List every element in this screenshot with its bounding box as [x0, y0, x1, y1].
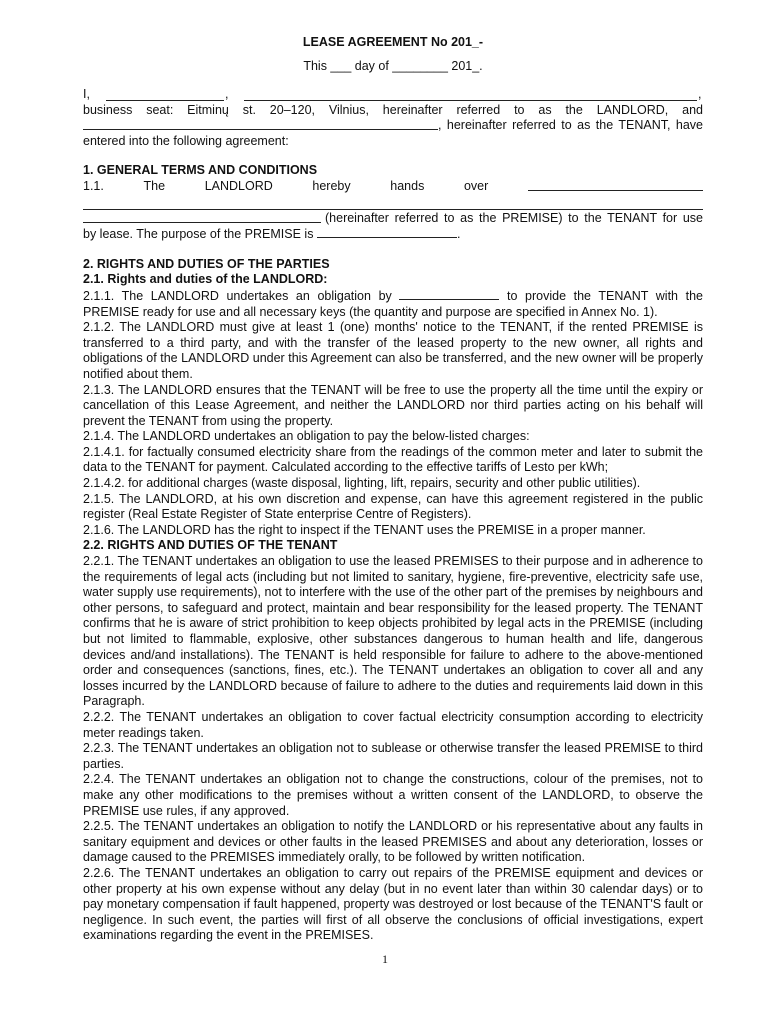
i-label: I, — [83, 87, 90, 101]
section-2-1-heading: 2.1. Rights and duties of the LANDLORD: — [83, 272, 328, 287]
clause-2-2-1: 2.2.1. The TENANT undertakes an obligation to use the leased PREMISES to their purpose and in adherence to the requirements of legal acts (including but not limited to sanitary, hygiene, fire-preventive, electricity safe use, water supply use requirements), not to interfere with the use of the other part of the premises by neighbours and other persons, to safeguard and protect, maintain and bear responsibility for the leased property. The TENANT confirms that he is aware of strict prohibition to keep objects prohibited by legal acts in the PREMISE (including but not limited to flammable, explosive, other substances dangerous to human health and life, dangerous devices and/and installations). The TENANT is held responsible for failure to adhere to the above-mentioned order and consequences (sanctions, fines, etc.). The TENANT undertakes an obligation to cover all and any losses incurred by the LANDLORD because of failure to adhere to the duties and requirements laid down in this Paragraph. — [83, 554, 703, 709]
clause-2-2-2: 2.2.2. The TENANT undertakes an obligation to cover factual electricity consumption according to electricity meter readings taken. — [83, 709, 703, 740]
tenant-name-blank[interactable] — [83, 118, 438, 130]
section-1-heading: 1. GENERAL TERMS AND CONDITIONS — [83, 163, 318, 178]
purpose-text: by lease. The purpose of the PREMISE is — [83, 227, 314, 242]
clause-2-1-2: 2.1.2. The LANDLORD must give at least 1 (one) months' notice to the TENANT, if the rented PREMISE is transferred to a third party, and with the transfer of the leased property to the new owner, all rights and obligations of the LANDLORD under this Agreement can also be transferred, and the new owner will be properly notified about them. — [83, 320, 703, 381]
clause-2-1-1-b: to provide the TENANT with the PREMISE ready for use and all necessary keys (the quantity and purpose are specified in Annex No. 1). — [83, 288, 703, 319]
document-page — [83, 30, 703, 944]
date-line: This ___ day of ________ 201_. — [303, 59, 483, 73]
landlord-name-blank[interactable] — [106, 89, 224, 101]
word-the: The — [143, 178, 166, 193]
clause-2-1-1-a: 2.1.1. The LANDLORD undertakes an obligation by — [83, 288, 392, 303]
section-2-heading: 2. RIGHTS AND DUTIES OF THE PARTIES — [83, 256, 330, 271]
word-hereby: hereby — [312, 178, 351, 193]
premise-blank-1[interactable] — [528, 179, 703, 191]
word-landlord: LANDLORD — [204, 178, 273, 193]
clause-2-1-6: 2.1.6. The LANDLORD has the right to inspect if the TENANT uses the PREMISE in a proper manner. — [83, 522, 646, 537]
tenant-line — [83, 118, 703, 134]
premise-blank-2[interactable] — [83, 197, 703, 210]
premise-cont-line — [83, 211, 703, 227]
word-over: over — [463, 178, 489, 193]
premise-cont-text: (hereinafter referred to as the PREMISE) to the TENANT for use — [325, 210, 703, 225]
purpose-end: . — [456, 227, 461, 242]
premise-blank-3[interactable] — [83, 211, 321, 223]
date-blank[interactable] — [399, 288, 499, 300]
clause-2-2-4: 2.2.4. The TENANT undertakes an obligation not to change the constructions, colour of the premises, not to make any other modifications to the premises without a written consent of the LANDLORD, to observe the PREMISE use rules, if any approved. — [83, 772, 703, 818]
clause-1-1-num: 1.1. — [83, 178, 104, 193]
clause-2-1-5: 2.1.5. The LANDLORD, at his own discretion and expense, can have this agreement registered in the public register (Real Estate Register of State enterprise Centre of Registers). — [83, 491, 703, 522]
clause-2-1-3: 2.1.3. The LANDLORD ensures that the TENANT will be free to use the property all the time until the expiry or cancellation of this Lease Agreement, and neither the LANDLORD nor third parties acting on his behalf will prevent the TENANT from using the property. — [83, 382, 703, 428]
entered-line: entered into the following agreement: — [83, 133, 289, 148]
purpose-blank[interactable] — [317, 226, 457, 238]
page-number: 1 — [382, 952, 388, 966]
clause-2-2-3: 2.2.3. The TENANT undertakes an obligation not to sublease or otherwise transfer the leased PREMISE to third parties. — [83, 741, 703, 771]
clause-2-1-4-1: 2.1.4.1. for factually consumed electricity share from the readings of the common meter and later to submit the data to the TENANT for payment. Calculated according to the effective tariffs of Lesto per kWh; — [83, 444, 703, 475]
party-line-1 — [83, 87, 703, 103]
document-title: LEASE AGREEMENT No 201_- — [302, 35, 484, 49]
clause-2-2-6: 2.2.6. The TENANT undertakes an obligation to carry out repairs of the PREMISE equipment and devices or other property at his own expense without any delay (but in no event later than within 30 calendar days) or to pay monetary compensation if fault happened, property was destroyed or lost because of the TENANT'S fault or negligence. In such event, the parties will first of all observe the conclusions of official investigations, expert examinations regarding the event in the PREMISES. — [83, 865, 703, 943]
clause-2-1-4-2: 2.1.4.2. for additional charges (waste disposal, lighting, lift, repairs, security and other public utilities). — [83, 476, 641, 491]
comma-1: , — [225, 87, 229, 101]
clause-1-1-row — [83, 179, 703, 195]
clause-2-2-5: 2.2.5. The TENANT undertakes an obligation to notify the LANDLORD or his representative about any faults in sanitary equipment and devices or other faults in the leased PREMISES and about any deterioration, losses or damage caused to the PREMISES immediately orally, to be followed by written notification. — [83, 819, 703, 865]
word-hands: hands — [390, 178, 425, 193]
clause-2-1-4: 2.1.4. The LANDLORD undertakes an obligation to pay the below-listed charges: — [83, 429, 530, 444]
purpose-line — [83, 226, 703, 243]
section-2-2-heading: 2.2. RIGHTS AND DUTIES OF THE TENANT — [83, 538, 338, 553]
clause-2-1-1 — [83, 288, 703, 320]
business-seat-line: business seat: Eitminų st. 20–120, Vilnius, hereinafter referred to as the LANDLORD, and — [83, 102, 703, 117]
landlord-details-blank[interactable] — [244, 89, 697, 101]
comma-2: , — [698, 87, 702, 101]
tenant-line-text: , hereinafter referred to as the TENANT, have — [438, 118, 703, 133]
